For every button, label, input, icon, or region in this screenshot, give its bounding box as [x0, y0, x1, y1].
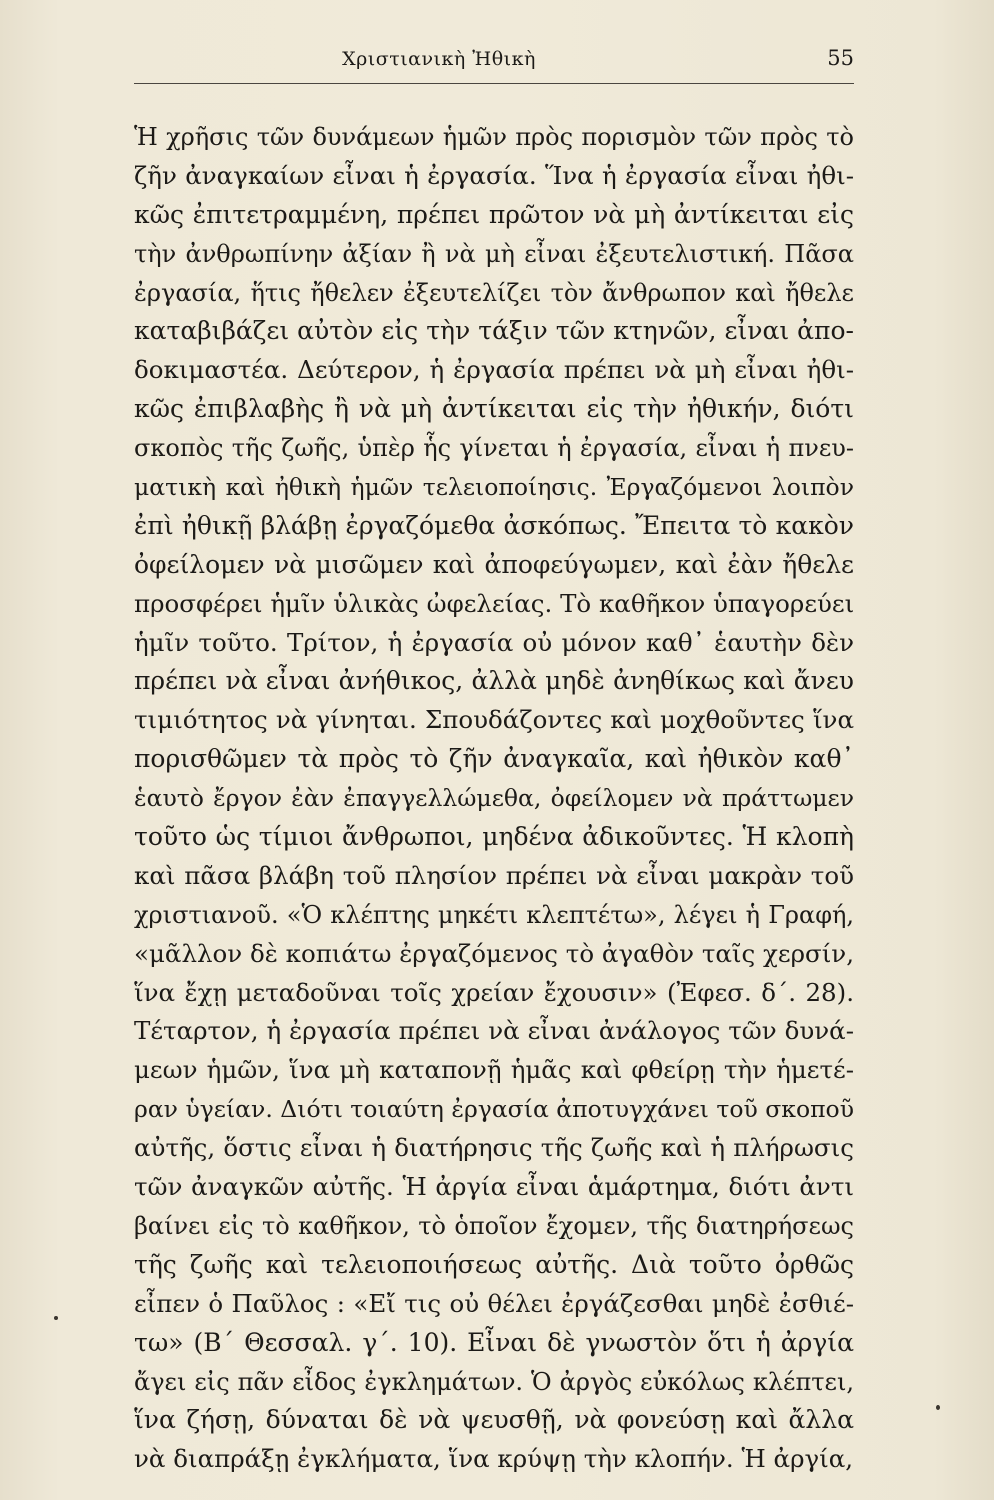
text-line: αὐτῆς, ὅστις εἶναι ἡ διατήρησις τῆς ζωῆς καὶ ἡ πλήρωσις — [134, 1133, 854, 1163]
text-line: ἄγει εἰς πᾶν εἶδος ἐγκλημάτων. Ὁ ἀργὸς εὐκόλως κλέπτει, — [134, 1367, 854, 1396]
text-line: πορισθῶμεν τὰ πρὸς τὸ ζῆν ἀναγκαῖα, καὶ ἠθικὸν καθ᾽ — [134, 744, 854, 774]
text-line: κῶς ἐπιβλαβὴς ἢ νὰ μὴ ἀντίκειται εἰς τὴν ἠθικήν, διότι — [134, 394, 854, 424]
text-line: δοκιμαστέα. Δεύτερον, ἡ ἐργασία πρέπει νὰ μὴ εἶναι ἠθι- — [134, 355, 854, 385]
running-title: Χριστιανικὴ Ἠθικὴ — [342, 48, 536, 70]
text-line: ὀφείλομεν νὰ μισῶμεν καὶ ἀποφεύγωμεν, καὶ ἐὰν ἤθελε — [134, 549, 854, 579]
text-line: ζῆν ἀναγκαίων εἶναι ἡ ἐργασία. Ἵνα ἡ ἐργασία εἶναι ἠθι- — [134, 160, 854, 190]
text-line: ματικὴ καὶ ἠθικὴ ἡμῶν τελειοποίησις. Ἐργαζόμενοι λοιπὸν — [134, 473, 854, 502]
text-line: τῆς ζωῆς καὶ τελειοποιήσεως αὐτῆς. Διὰ τοῦτο ὀρθῶς — [134, 1249, 854, 1279]
text-line: Ἡ χρῆσις τῶν δυνάμεων ἡμῶν πρὸς πορισμὸν τῶν πρὸς τὸ — [134, 123, 854, 151]
page-speck — [54, 1316, 58, 1320]
text-line: ἐπὶ ἠθικῇ βλάβῃ ἐργαζόμεθα ἀσκόπως. Ἔπειτα τὸ κακὸν — [134, 510, 854, 540]
text-line: καταβιβάζει αὐτὸν εἰς τὴν τάξιν τῶν κτηνῶν, εἶναι ἀπο- — [134, 316, 854, 346]
text-line: τὴν ἀνθρωπίνην ἀξίαν ἢ νὰ μὴ εἶναι ἐξευτελιστική. Πᾶσα — [134, 239, 854, 268]
text-line: Τέταρτον, ἡ ἐργασία πρέπει νὰ εἶναι ἀνάλογος τῶν δυνά- — [134, 1016, 854, 1046]
page-number: 55 — [827, 46, 854, 70]
text-line: καὶ πᾶσα βλάβη τοῦ πλησίον πρέπει νὰ εἶναι μακρὰν τοῦ — [134, 860, 854, 890]
text-line: νὰ διαπράξῃ ἐγκλήματα, ἵνα κρύψῃ τὴν κλοπήν. Ἡ ἀργία, — [134, 1444, 854, 1474]
text-line: εἶπεν ὁ Παῦλος : «Εἴ τις οὐ θέλει ἐργάζεσθαι μηδὲ ἐσθιέ- — [134, 1288, 854, 1318]
text-line: προσφέρει ἡμῖν ὑλικὰς ὠφελείας. Τὸ καθῆκον ὑπαγορεύει — [134, 588, 854, 618]
running-header — [134, 44, 854, 84]
text-line: σκοπὸς τῆς ζωῆς, ὑπὲρ ἧς γίνεται ἡ ἐργασία, εἶναι ἡ πνευ- — [134, 434, 854, 463]
text-line: ἑαυτὸ ἔργον ἐὰν ἐπαγγελλώμεθα, ὀφείλομεν νὰ πράττωμεν — [134, 784, 854, 813]
text-line: κῶς ἐπιτετραμμένη, πρέπει πρῶτον νὰ μὴ ἀντίκειται εἰς — [134, 199, 854, 229]
page-speck — [936, 1405, 940, 1410]
text-line: ραν ὑγείαν. Διότι τοιαύτη ἐργασία ἀποτυγχάνει τοῦ σκοποῦ — [134, 1095, 854, 1124]
text-line: ἡμῖν τοῦτο. Τρίτον, ἡ ἐργασία οὐ μόνον καθ᾽ ἑαυτὴν δὲν — [134, 627, 854, 657]
text-line: τῶν ἀναγκῶν αὐτῆς. Ἡ ἀργία εἶναι ἁμάρτημα, διότι ἀντι — [134, 1172, 854, 1202]
text-line: μεων ἡμῶν, ἵνα μὴ καταπονῇ ἡμᾶς καὶ φθείρῃ τὴν ἡμετέ- — [134, 1055, 854, 1085]
text-line: ἐργασία, ἥτις ἤθελεν ἐξευτελίζει τὸν ἄνθρωπον καὶ ἤθελε — [134, 278, 854, 307]
text-line: ἵνα ἔχῃ μεταδοῦναι τοῖς χρείαν ἔχουσιν» (Ἐφεσ. δ΄. 28). — [134, 977, 854, 1007]
text-line: τοῦτο ὡς τίμιοι ἄνθρωποι, μηδένα ἀδικοῦντες. Ἡ κλοπὴ — [134, 822, 854, 852]
header-rule — [134, 83, 854, 84]
text-line: τιμιότητος νὰ γίνηται. Σπουδάζοντες καὶ μοχθοῦντες ἵνα — [134, 705, 854, 735]
text-line: πρέπει νὰ εἶναι ἀνήθικος, ἀλλὰ μηδὲ ἀνηθίκως καὶ ἄνευ — [134, 666, 854, 696]
text-line: τω» (Β΄ Θεσσαλ. γ΄. 10). Εἶναι δὲ γνωστὸν ὅτι ἡ ἀργία — [134, 1327, 854, 1357]
body-text — [134, 118, 854, 1479]
text-line: χριστιανοῦ. «Ὁ κλέπτης μηκέτι κλεπτέτω», λέγει ἡ Γραφή, — [134, 900, 854, 929]
text-line: «μᾶλλον δὲ κοπιάτω ἐργαζόμενος τὸ ἀγαθὸν ταῖς χερσίν, — [134, 938, 854, 968]
text-line: βαίνει εἰς τὸ καθῆκον, τὸ ὁποῖον ἔχομεν, τῆς διατηρήσεως — [134, 1211, 854, 1240]
text-line: ἵνα ζήσῃ, δύναται δὲ νὰ ψευσθῇ, νὰ φονεύσῃ καὶ ἄλλα — [134, 1405, 854, 1435]
